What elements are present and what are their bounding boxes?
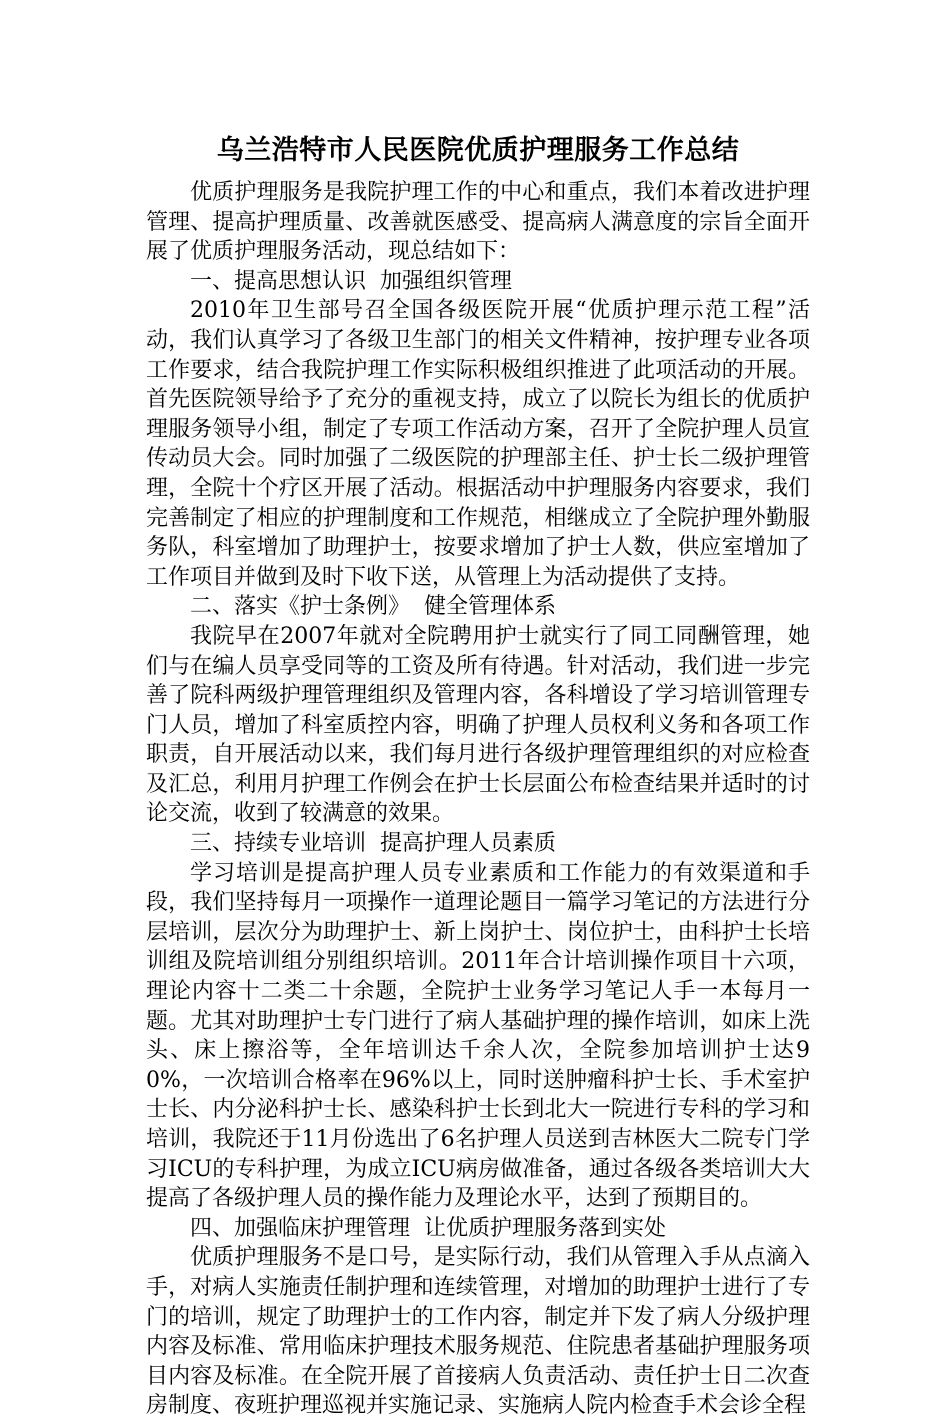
section-heading-1: 一、提高思想认识 加强组织管理 — [190, 268, 512, 294]
document-title: 乌兰浩特市人民医院优质护理服务工作总结 — [216, 135, 740, 166]
section-heading-4: 四、加强临床护理管理 让优质护理服务落到实处 — [190, 1215, 666, 1241]
section-2-paragraph: 我院早在2007年就对全院聘用护士就实行了同工同酬管理，她们与在编人员享受同等的工资及所有待遇。针对活动，我们进一步完善了院科两级护理管理组织及管理内容，各科增设了学习培训管理专门人员，增加了科室质控内容，明确了护理人员权利义务和各项工作职责，自开展活动以来，我们每月进行各级护理管理组织的对应检查及汇总，利用月护理工作例会在护士长层面公布检查结果并适时的讨论交流，收到了较满意的效果。 — [146, 623, 810, 827]
document-page — [146, 128, 810, 1421]
intro-paragraph: 优质护理服务是我院护理工作的中心和重点，我们本着改进护理管理、提高护理质量、改善就医感受、提高病人满意度的宗旨全面开展了优质护理服务活动，现总结如下： — [146, 180, 810, 265]
section-heading-3: 三、持续专业培训 提高护理人员素质 — [190, 831, 556, 857]
section-heading-2: 二、落实《护士条例》 健全管理体系 — [190, 594, 556, 620]
section-1-paragraph: 2010年卫生部号召全国各级医院开展“优质护理示范工程”活动，我们认真学习了各级卫生部门的相关文件精神，按护理专业各项工作要求，结合我院护理工作实际积极组织推进了此项活动的开展。首先医院领导给予了充分的重视支持，成立了以院长为组长的优质护理服务领导小组，制定了专项工作活动方案，召开了全院护理人员宣传动员大会。同时加强了二级医院的护理部主任、护士长二级护理管理，全院十个疗区开展了活动。根据活动中护理服务内容要求，我们完善制定了相应的护理制度和工作规范，相继成立了全院护理外勤服务队，科室增加了助理护士，按要求增加了护士人数，供应室增加了工作项目并做到及时下收下送，从管理上为活动提供了支持。 — [146, 298, 810, 590]
section-3-paragraph: 学习培训是提高护理人员专业素质和工作能力的有效渠道和手段，我们坚持每月一项操作一道理论题目一篇学习笔记的方法进行分层培训，层次分为助理护士、新上岗护士、岗位护士，由科护士长培训组及院培训组分别组织培训。2011年合计培训操作项目十六项，理论内容十二类二十余题，全院护士业务学习笔记人手一本每月一题。尤其对助理护士专门进行了病人基础护理的操作培训，如床上洗头、床上擦浴等，全年培训达千余人次，全院参加培训护士达90%，一次培训合格率在96%以上，同时送肿瘤科护士长、手术室护士长、内分泌科护士长、感染科护士长到北大一院进行专科的学习和培训，我院还于11月份选出了6名护理人员送到吉林医大二院专门学习ICU的专科护理，为成立ICU病房做准备，通过各级各类培训大大提高了各级护理人员的操作能力及理论水平，达到了预期目的。 — [146, 860, 810, 1212]
section-4-paragraph: 优质护理服务不是口号，是实际行动，我们从管理入手从点滴入手，对病人实施责任制护理和连续管理，对增加的助理护士进行了专门的培训，规定了助理护士的工作内容，制定并下发了病人分级护理内容及标准、常用临床护理技术服务规范、住院患者基础护理服务项目内容及标准。在全院开展了首接病人负责活动、责任护士日二次查房制度、夜班护理巡视并实施记录、实施病人院内检查手术会诊全程 — [146, 1245, 810, 1419]
